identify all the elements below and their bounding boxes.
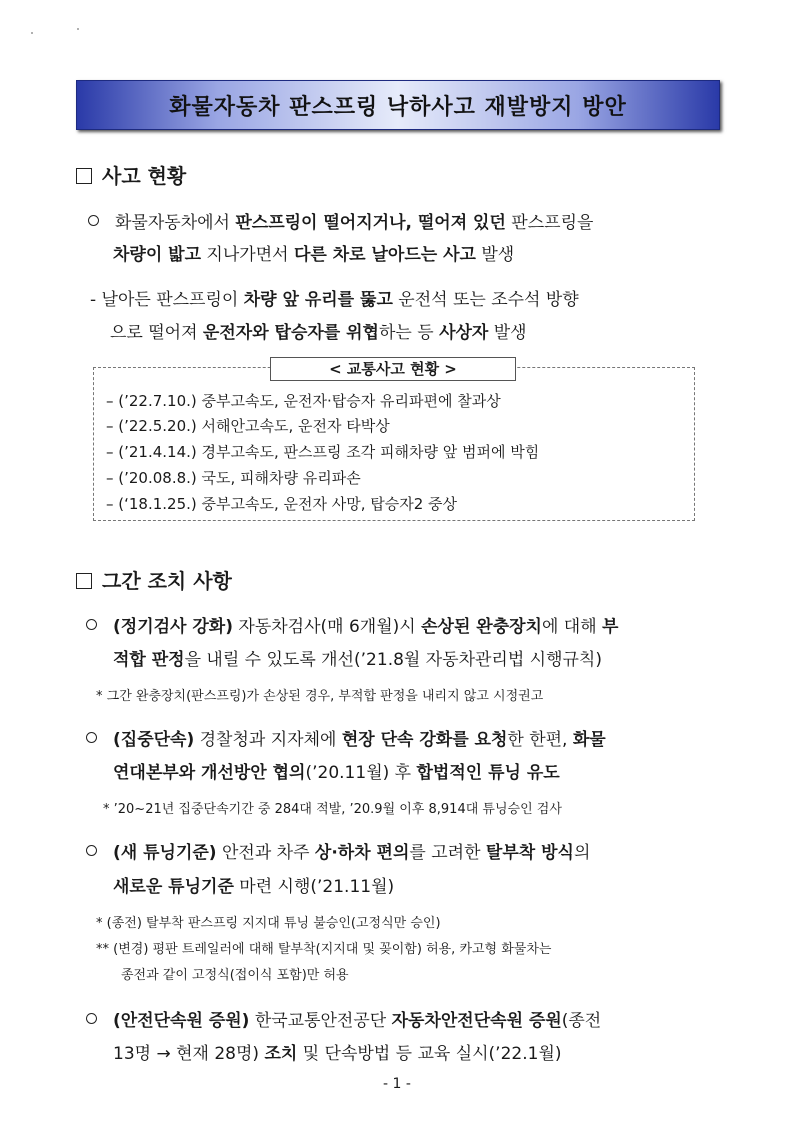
text-run: 발생: [488, 323, 527, 343]
accident-item: – (’21.4.14.) 경부고속도, 판스프링 조각 피해차량 앞 범퍼에 박힘: [106, 443, 540, 461]
bold-run: 화물: [572, 730, 606, 750]
text-run: 의: [573, 843, 591, 863]
circle-bullet-icon: [88, 215, 99, 226]
bullet-line-continued: [113, 872, 394, 897]
bold-run: 사상자: [439, 323, 489, 343]
text-run: 지나가면서: [201, 245, 294, 265]
dash-text: [110, 323, 527, 343]
bold-run: 자동차안전단속원 증원: [391, 1011, 562, 1031]
bold-run: 손상된 완충장치: [421, 617, 542, 637]
accident-item: – (’20.08.8.) 국도, 피해차량 유리파손: [106, 469, 361, 487]
bullet-text: [113, 617, 618, 637]
bold-run: 조치: [264, 1044, 298, 1064]
accident-item: – (‘18.1.25.) 중부고속도, 운전자 사망, 탑승자2 중상: [106, 495, 458, 513]
text-run: 안전과 차주: [216, 843, 315, 863]
text-run: 발생: [475, 245, 515, 265]
bullet-text: [113, 877, 394, 897]
document-title-banner: [76, 80, 720, 130]
bold-run: (새 튜닝기준): [113, 843, 217, 863]
text-run: 을 내릴 수 있도록 개선(’21.8월 자동차관리법 시행규칙): [184, 650, 602, 670]
bullet-text: [115, 213, 593, 233]
accident-item: – (’22.7.10.) 중부고속도, 운전자·탑승자 유리파편에 찰과상: [106, 392, 501, 410]
section-heading-accident-status: [76, 160, 186, 189]
section-heading-measures: [76, 565, 232, 594]
bullet-line-continued: [113, 645, 602, 670]
bold-run: 다른 차로 날아드는 사고: [293, 245, 476, 265]
bold-run: 새로운 튜닝기준: [113, 877, 234, 897]
bold-run: 부: [602, 617, 619, 637]
text-run: 13명 → 현재 28명): [113, 1044, 265, 1064]
dash-line-continued: [110, 318, 527, 343]
footnote-continued: 종전과 같이 고정식(접이식 포함)만 허용: [121, 968, 349, 983]
text-run: 및 단속방법 등 교육 실시(’22.1월): [297, 1044, 562, 1064]
footnote: * ’20~21년 집중단속기간 중 284대 적발, ’20.9월 이후 8,914대 튜닝승인 검사: [103, 802, 562, 817]
bullet-text: [113, 843, 590, 863]
bullet-text: [113, 245, 514, 265]
bold-run: 연대본부와 개선방안 협의: [113, 763, 306, 783]
text-run: 자동차검사(매 6개월)시: [233, 617, 422, 637]
circle-bullet-icon: [86, 732, 97, 743]
text-run: 경찰청과 지자체에: [194, 730, 342, 750]
bold-run: 차량이 밟고: [113, 245, 202, 265]
bold-run: (집중단속): [113, 730, 195, 750]
bold-run: 현장 단속 강화를 요청: [341, 730, 508, 750]
text-run: 한국교통안전공단: [249, 1011, 392, 1031]
checkbox-square-icon: [76, 573, 92, 589]
bullet-line-continued: [113, 758, 560, 783]
accident-item: – (’22.5.20.) 서해안고속도, 운전자 타박상: [106, 417, 390, 435]
bullet-line-continued: [113, 1039, 562, 1064]
text-run: 한 한편,: [507, 730, 573, 750]
bullet-text: [113, 650, 602, 670]
bold-run: 판스프링이 떨어지거나, 떨어져 있던: [235, 213, 506, 233]
dash-text: [90, 290, 579, 310]
bold-run: 탈부착 방식: [485, 843, 574, 863]
circle-bullet-icon: [86, 1013, 97, 1024]
page-number: - 1 -: [383, 1076, 411, 1092]
footnote: * 그간 완충장치(판스프링)가 손상된 경우, 부적합 판정을 내리지 않고 시정권고: [96, 689, 544, 704]
circle-bullet-icon: [86, 619, 97, 630]
circle-bullet-icon: [86, 845, 97, 856]
text-run: 판스프링을: [505, 213, 594, 233]
text-run: - 날아든 판스프링이: [90, 290, 244, 310]
bullet-text: [113, 1044, 562, 1064]
footnote: ** (변경) 평판 트레일러에 대해 탈부착(지지대 및 꽂이함) 허용, 카고형 화물차는: [96, 942, 552, 957]
bullet-line-continued: [113, 240, 514, 265]
text-run: 를 고려한: [409, 843, 486, 863]
text-run: 운전석 또는 조수석 방향: [392, 290, 579, 310]
text-run: 으로 떨어져: [110, 323, 203, 343]
bold-run: (안전단속원 증원): [113, 1011, 250, 1031]
text-run: 하는 등: [378, 323, 440, 343]
bullet-line: [86, 612, 618, 637]
bullet-line: [86, 725, 606, 750]
text-run: 마련 시행(’21.11월): [233, 877, 395, 897]
bullet-text: [113, 730, 606, 750]
bold-run: 차량 앞 유리를 뚫고: [243, 290, 393, 310]
bullet-text: [113, 1011, 601, 1031]
bullet-line: [86, 1006, 601, 1031]
bullet-line: [88, 208, 593, 233]
dash-line: [90, 285, 579, 310]
text-run: 화물자동차에서: [115, 213, 236, 233]
text-run: (종전: [561, 1011, 602, 1031]
document-title: 화물자동차 판스프링 낙하사고 재발방지 방안: [169, 94, 627, 120]
section-heading-text: 그간 조치 사항: [102, 569, 232, 593]
bullet-text: [113, 763, 560, 783]
bold-run: (정기검사 강화): [113, 617, 233, 637]
bold-run: 상·하차 편의: [314, 843, 410, 863]
section-heading-text: 사고 현황: [102, 164, 187, 188]
bold-run: 합법적인 튜닝 유도: [416, 763, 560, 783]
text-run: (’20.11월) 후: [305, 763, 417, 783]
text-run: 에 대해: [541, 617, 603, 637]
footnote: * (종전) 탈부착 판스프링 지지대 튜닝 불승인(고정식만 승인): [96, 916, 441, 931]
bullet-line: [86, 838, 590, 863]
bold-run: 적합 판정: [113, 650, 185, 670]
bold-run: 운전자와 탑승자를 위협: [202, 323, 379, 343]
checkbox-square-icon: [76, 168, 92, 184]
accident-status-box-title: < 교통사고 현황 >: [270, 357, 516, 381]
